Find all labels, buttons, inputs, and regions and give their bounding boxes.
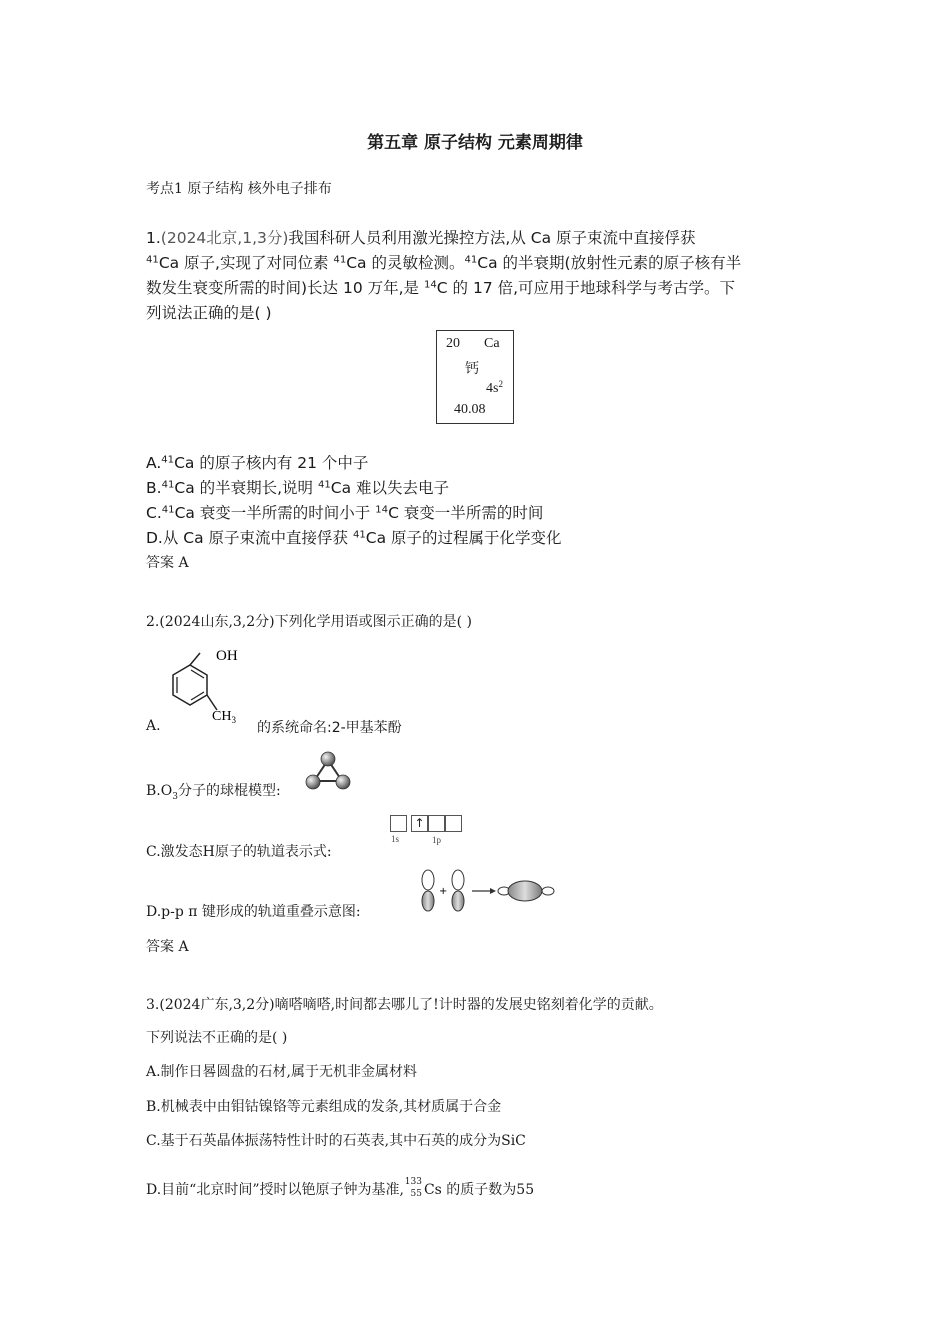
- q2-option-d: D.p-p π 键形成的轨道重叠示意图:: [146, 904, 361, 920]
- q1-stem-line4: 列说法正确的是( ): [146, 304, 272, 322]
- q2-option-a-text: 的系统命名:2-甲基苯酚: [257, 720, 402, 736]
- q3-option-a: A.制作日晷圆盘的石材,属于无机非金属材料: [146, 1064, 418, 1080]
- q1-stem-line1: 1.(2024北京,1,3分)我国科研人员利用激光操控方法,从 Ca 原子束流中直接俘获: [146, 229, 696, 247]
- cs-isotope-notation: 133 55: [404, 1177, 422, 1199]
- ozone-ball-stick-model: [303, 750, 353, 792]
- q3-option-c: C.基于石英晶体振荡特性计时的石英表,其中石英的成分为SiC: [146, 1133, 526, 1149]
- label-1s: 1s: [391, 834, 400, 844]
- orbital-box-1p-2: [428, 815, 445, 832]
- calcium-element-card: [436, 330, 514, 424]
- plus-sign: +: [439, 886, 448, 897]
- q3-stem-line2: 下列说法不正确的是( ): [146, 1030, 288, 1046]
- q2-option-a-label: A.: [146, 718, 161, 734]
- label-1p: 1p: [432, 835, 441, 845]
- q1-stem-line2: $^{41}$Ca 原子,实现了对同位素 $^{41}$Ca 的灵敏检测。$^{41}$Ca 的半衰期(放射性元素的原子核有半: [146, 254, 742, 272]
- o-cresol-structure: [160, 640, 260, 725]
- page-title: 第五章 原子结构 元素周期律: [367, 133, 583, 153]
- element-name: 钙: [465, 361, 479, 377]
- q2-option-c: C.激发态H原子的轨道表示式:: [146, 844, 332, 860]
- orbital-box-1p-1: ↑: [411, 815, 428, 832]
- q2-answer: 答案 A: [146, 939, 189, 955]
- orbital-box-1p-3: [445, 815, 462, 832]
- q2-stem: 2.(2024山东,3,2分)下列化学用语或图示正确的是( ): [146, 614, 472, 630]
- section-heading: 考点1 原子结构 核外电子排布: [146, 181, 332, 197]
- p-p-pi-overlap-diagram: [414, 868, 564, 914]
- q1-option-c: C.$^{41}$Ca 衰变一半所需的时间小于 $^{14}$C 衰变一半所需的时间: [146, 504, 544, 522]
- oh-label: OH: [216, 648, 238, 664]
- q2-option-b: $B.O_3$分子的球棍模型:: [146, 783, 281, 802]
- q3-stem-line1: 3.(2024广东,3,2分)嘀嗒嘀嗒,时间都去哪儿了!计时器的发展史铭刻着化学的贡献。: [146, 997, 663, 1013]
- q1-answer: 答案 A: [146, 555, 189, 571]
- q3-option-d: D.目前“北京时间”授时以铯原子钟为基准, 133 55 Cs 的质子数为55: [146, 1177, 535, 1199]
- atomic-mass: 40.08: [454, 402, 486, 417]
- q1-stem-line3: 数发生衰变所需的时间)长达 10 万年,是 $^{14}$C 的 17 倍,可应用于地球科学与考古学。下: [146, 279, 736, 297]
- ch3-label: $CH_3$: [212, 709, 236, 725]
- atomic-number: 20: [446, 336, 460, 351]
- orbital-box-1s: [390, 815, 407, 832]
- element-symbol: Ca: [484, 336, 500, 351]
- q1-option-b: B.$^{41}$Ca 的半衰期长,说明 $^{41}$Ca 难以失去电子: [146, 479, 450, 497]
- q1-option-a: A.$^{41}$Ca 的原子核内有 21 个中子: [146, 454, 369, 472]
- electron-config: $4s^2$: [486, 379, 503, 396]
- q1-option-d: D.从 Ca 原子束流中直接俘获 $^{41}$Ca 原子的过程属于化学变化: [146, 529, 562, 547]
- q3-option-b: B.机械表中由钼钴镍铬等元素组成的发条,其材质属于合金: [146, 1099, 502, 1115]
